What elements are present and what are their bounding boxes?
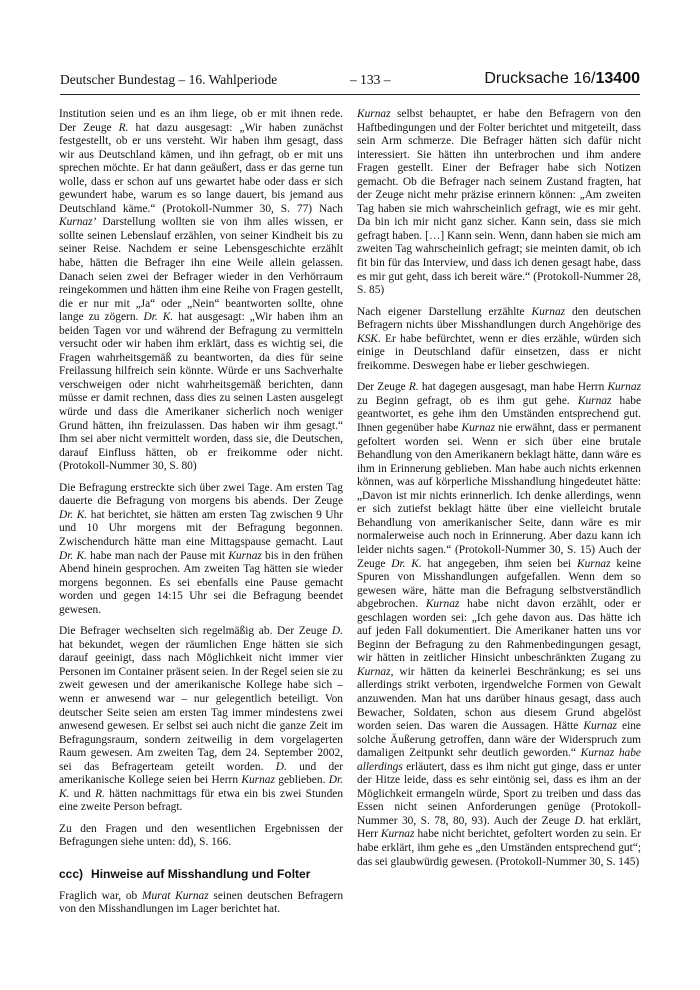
left-column [59,108,343,925]
publication-title: Deutscher Bundestag – 16. Wahlperiode [60,72,278,87]
section-number: ccc) [59,866,84,881]
paragraph: Nach eigener Darstellung erzählte Kurnaz den deutschen Befragern nichts über Misshandlungen durch Angehörige des KSK. Er habe befürchtet, wenn er dies erzähle, würden sich einige in Deutschland dafür einsetzen, dass er nicht freikomme. Deswegen habe er lieber geschwiegen. [357,305,642,372]
section-title: Hinweise auf Misshandlung und Folter [91,866,311,881]
document-number [484,70,640,88]
right-column [357,108,641,877]
page-number: – 133 – [350,72,391,87]
document-number-value: 13400 [595,70,640,87]
paragraph: Fraglich war, ob Murat Kurnaz seinen deutschen Befragern von den Misshandlungen im Lager berichtet hat. [59,889,344,916]
paragraph: Institution seien und es an ihm liege, ob er mit ihnen rede. Der Zeuge R. hat dazu ausgesagt: „Wir haben zunächst festgestellt, ob er uns versteht. Wir haben ihm gesagt, dass wir aus Deutschland kämen, und ihn gefragt, ob er mit uns sprechen möchte. Er hat dann geäußert, dass er das gerne tun wolle, dass er schon auf uns gewartet habe oder dass er sich gewundert habe, warum es so lange dauert, bis jemand aus Deutschland käme.“ (Protokoll-Nummer 30, S. 77) Nach Kurnaz’ Darstellung wollten sie von ihm alles wissen, er sollte seinen Lebenslauf erzählen, von seiner Kindheit bis zu seiner Reise. Nachdem er seine Lebensgeschichte erzählt habe, hätten die Befrager ihn eine Weile allein gelassen. Danach seien zwei der Befrager wieder in den Verhörraum reingekommen und hätten ihm eine Reihe von Fragen gestellt, die er nur mit „Ja“ oder „Nein“ beantworten sollte, ohne lange zu zögern. Dr. K. hat ausgesagt: „Wir haben ihm an beiden Tagen vor und während der Befragung zu vermitteln versucht oder wir haben ihm erklärt, dass es wichtig sei, die Fragen wahrheitsgemäß zu beantworten, da dies für seine Freilassung hilfreich sein könnte. Würde er uns Sachverhalte verschweigen oder nicht wahrheitsgemäß berichten, dann müsse er damit rechnen, dass dies zu seinen Lasten ausgelegt würde und dass die Amerikaner sicherlich noch weniger Grund hätten, ihn freizulassen. Das haben wir ihm gesagt.“ Ihm sei aber nicht vermittelt worden, dass sie, die Deutschen, darauf Einfluss hätten, ob er freikomme oder nicht. (Protokoll-Nummer 30, S. 80) [59,108,343,473]
page-header [60,70,640,90]
document-number-prefix: Drucksache 16/ [484,70,596,87]
section-heading [59,868,343,882]
paragraph: Die Befrager wechselten sich regelmäßig ab. Der Zeuge D. hat bekundet, wegen der räumlichen Enge hätten sie sich darauf geeinigt, dass nach Möglichkeit nicht immer vier Personen im Container präsent seien. In der Regel seien sie zu zweit gewesen und der amerikanische Kollege habe sich – wenn er anwesend war – nur gelegentlich beteiligt. Von deutscher Seite seien am ersten Tag immer mindestens zwei anwesend gewesen. Er selbst sei auch nicht die ganze Zeit im Befragungsraum, sondern zeitweilig in dem vorgelagerten Raum gewesen. Am zweiten Tag, dem 24. September 2002, sei das Befragerteam geteilt worden. D. und der amerikanische Kollege seien bei Herrn Kurnaz geblieben. Dr. K. und R. hätten nachmittags für etwa ein bis zwei Stunden eine zweite Person befragt. [59,625,344,814]
header-divider [60,94,640,95]
paragraph: Kurnaz selbst behauptet, er habe den Befragern von den Haftbedingungen und der Folter berichtet und mitgeteilt, dass sein Arm schmerze. Die Befrager hätten sich dafür nicht interessiert. Sie hätten ihn unterbrochen und ihm andere Fragen gestellt. Einer der Befrager habe sich Notizen gemacht. Ob die Befrager nach seinem Zustand fragten, hat der Zeuge nicht mehr präzise erinnern können: „Am zweiten Tag haben sie mich wahrscheinlich gefragt, wie es mir geht. Da bin ich mir nicht ganz sicher. Kann sein, dass sie mich gefragt haben. […] Kann sein. Wenn, dann haben sie mich am zweiten Tag wahrscheinlich gefragt; sie meinten damit, ob ich fit bin für das Interview, und dass ich denen gesagt habe, dass es mir gut geht, dass ich bereit wäre.“ (Protokoll-Nummer 28, S. 85) [357,108,641,297]
paragraph: Die Befragung erstreckte sich über zwei Tage. Am ersten Tag dauerte die Befragung von morgens bis abends. Der Zeuge Dr. K. hat berichtet, sie hätten am ersten Tag zwischen 9 Uhr und 10 Uhr morgens mit der Befragung begonnen. Zwischendurch hätte man eine Mittagspause gemacht. Laut Dr. K. habe man nach der Pause mit Kurnaz bis in den frühen Abend hinein gesprochen. Am zweiten Tag hätten sie wieder morgens begonnen. Es sei ebenfalls eine Pause gemacht worden und gegen 14:15 Uhr sei die Befragung beendet gewesen. [59,481,343,616]
paragraph: Der Zeuge R. hat dagegen ausgesagt, man habe Herrn Kurnaz zu Beginn gefragt, ob es ihm gut gehe. Kurnaz habe geantwortet, es gehe ihm den Umständen entsprechend gut. Ihnen gegenüber habe Kurnaz nie erwähnt, dass er permanent gefoltert worden sei. Wenn er sich über eine brutale Behandlung von den Amerikanern beklagt hätte, dann wäre es ihm in Erinnerung geblieben. Man habe auch nichts erkennen können, was auf körperliche Misshandlung hingedeutet hätte: „Davon ist mir nichts erinnerlich. Ich denke allerdings, wenn er sich zutiefst beklagt hätte über eine vielleicht brutale Behandlung von amerikanischer Seite, dann wäre es mir normalerweise auch noch in Erinnerung. Aber dazu kann ich leider nichts sagen.“ (Protokoll-Nummer 30, S. 15) Auch der Zeuge Dr. K. hat angegeben, ihm seien bei Kurnaz keine Spuren von Misshandlungen aufgefallen. Wenn dem so gewesen wäre, hätte man die Befragung selbstverständlich abgebrochen. Kurnaz habe nicht davon erzählt, oder er geschlagen worden sei: „Ich gehe davon aus. Das hätte ich auf jeden Fall dokumentiert. Die Amerikaner hatten uns vor Beginn der Befragung zu den Rahmenbedingungen gesagt, wir hätten in zeitlicher Hinsicht unbeschränkten Zugang zu Kurnaz, wir hätten da keinerlei Beschränkung; es sei uns allerdings strikt verboten, irgendwelche Formen von Gewalt anzuwenden. Man hat uns darüber hinaus gesagt, dass auch Bewacher, Soldaten, schon aus diesem Grund abgelöst worden seien. Das waren die Aussagen. Hätte Kurnaz eine solche Äußerung getroffen, dann wäre der Widerspruch zum damaligen Zeitpunkt sehr deutlich geworden.“ Kurnaz habe allerdings erläutert, dass es ihm nicht gut ginge, dass er unter der Hitze leide, dass es sehr eintönig sei, dass es ihm an der Möglichkeit ermangeln würde, Sport zu treiben und dass das Essen nicht seinen Anforderungen genüge (Protokoll-Nummer 30, S. 78, 80, 93). Auch der Zeuge D. hat erklärt, Herr Kurnaz habe nicht berichtet, gefoltert worden zu sein. Er habe erklärt, ihm gehe es „den Umständen entsprechend gut“; das sei glaubwürdig gewesen. (Protokoll-Nummer 30, S. 145) [357,381,642,868]
paragraph: Zu den Fragen und den wesentlichen Ergebnissen der Befragungen siehe unten: dd), S. 166. [59,822,343,849]
